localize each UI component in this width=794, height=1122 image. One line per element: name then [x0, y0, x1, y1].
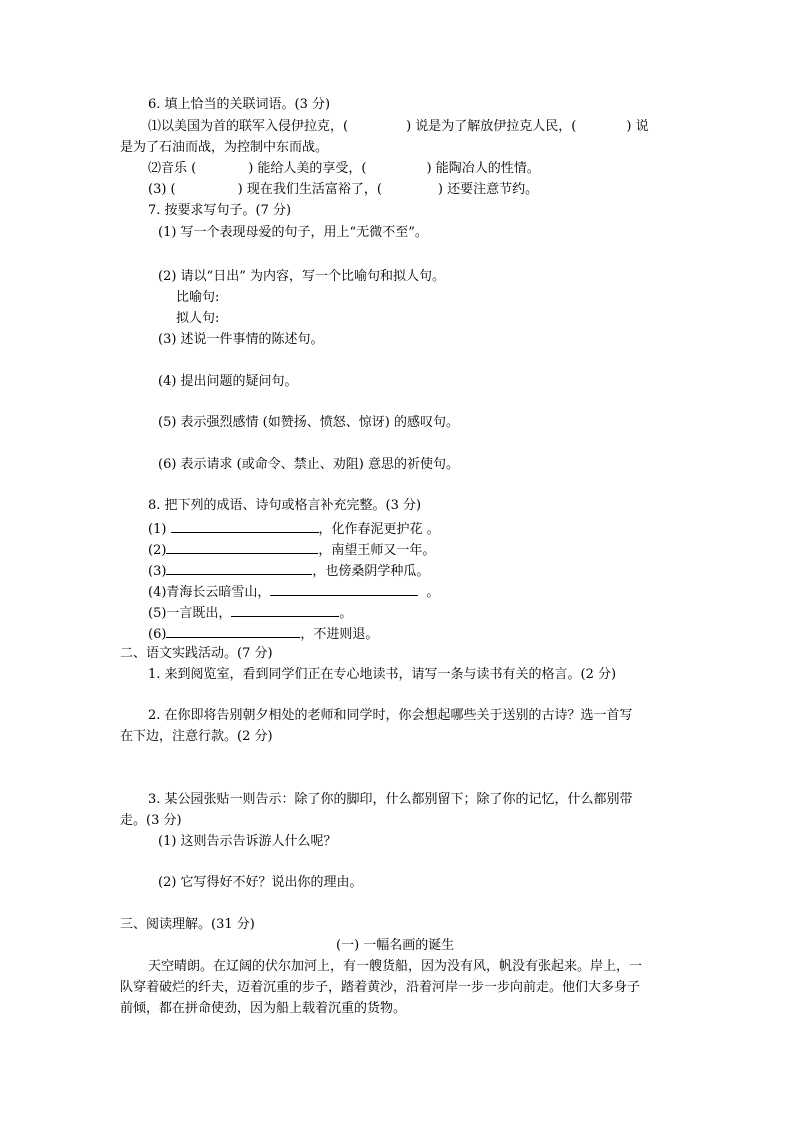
q8-item-3-prefix: (3) — [148, 564, 167, 579]
section-2-q3-sub-1: (1) 这则告示告诉游人什么呢？ — [158, 834, 337, 849]
q7-sub-2-personification: 拟人句: — [176, 311, 220, 326]
q8-item-1 — [148, 519, 440, 539]
q8-item-1-blank[interactable] — [171, 519, 319, 533]
q8-item-4 — [148, 582, 439, 602]
passage-line-3: 前倾，都在拼命使劲，因为船上载着沉重的货物。 — [120, 1001, 407, 1016]
section-2-q3-cont: 走。(3 分) — [120, 813, 182, 828]
q7-sub-4: (4) 提出问题的疑问句。 — [158, 374, 298, 389]
section-2-q2: 2. 在你即将告别朝夕相处的老师和同学时，你会想起哪些关于送别的古诗？选一首写 — [148, 708, 633, 723]
q8-item-2 — [148, 540, 435, 560]
q8-title: 8. 把下列的成语、诗句或格言补充完整。(3 分) — [148, 498, 422, 513]
q7-sub-2-simile: 比喻句: — [176, 290, 220, 305]
q7-sub-6: (6) 表示请求 (或命令、禁止、劝阻) 意思的祈使句。 — [158, 457, 459, 472]
q8-item-2-blank[interactable] — [166, 540, 318, 554]
q6-item-1-cont: 是为了石油而战，为控制中东而战。 — [120, 140, 329, 155]
q8-item-2-prefix: (2) — [148, 543, 167, 558]
q7-sub-5: (5) 表示强烈感情 (如赞扬、愤怒、惊讶) 的感叹句。 — [158, 415, 459, 430]
q6-item-3-part-a: (3) ( — [148, 182, 176, 197]
q6-item-2 — [148, 160, 540, 178]
section-2-q3: 3. 某公园张贴一则告示：除了你的脚印，什么都别留下；除了你的记忆，什么都别带 — [148, 792, 633, 807]
section-2-q2-cont: 在下边，注意行款。(2 分) — [120, 729, 273, 744]
section-2-q1: 1. 来到阅览室，看到同学们正在专心地读书，请写一条与读书有关的格言。(2 分) — [148, 667, 617, 682]
q7-sub-3: (3) 述说一件事情的陈述句。 — [158, 332, 324, 347]
q6-item-2-part-b: ) 能给人美的享受，( — [248, 161, 367, 176]
q8-item-6-suffix: ，不进则退。 — [300, 627, 379, 642]
section-3-title: 三、阅读理解。(31 分) — [120, 917, 255, 932]
q8-item-5-suffix: 。 — [339, 606, 353, 621]
q6-item-3-part-b: ) 现在我们生活富裕了，( — [237, 182, 382, 197]
q6-item-2-part-c: ) 能陶冶人的性情。 — [426, 161, 540, 176]
q8-item-6-prefix: (6) — [148, 627, 167, 642]
q6-item-1-part-b: ) 说是为了解放伊拉克人民，( — [406, 119, 577, 134]
q6-item-2-part-a: ⑵音乐 ( — [148, 161, 197, 176]
q6-item-1-part-a: ⑴以美国为首的联军入侵伊拉克，( — [148, 119, 349, 134]
q6-item-3-part-c: ) 还要注意节约。 — [437, 182, 539, 197]
q8-item-6 — [148, 624, 378, 644]
q6-item-3 — [148, 181, 538, 199]
q7-title: 7. 按要求写句子。(7 分) — [148, 203, 292, 218]
q8-item-4-blank[interactable] — [270, 582, 418, 596]
q8-item-4-suffix: 。 — [426, 585, 440, 600]
q8-item-4-prefix: (4)青海长云暗雪山， — [148, 585, 271, 600]
q8-item-5-prefix: (5)一言既出， — [148, 606, 232, 621]
passage-line-2: 队穿着破烂的纤夫，迈着沉重的步子，踏着黄沙，沿着河岸一步一步向前走。他们大多身子 — [120, 980, 641, 995]
q6-item-1 — [148, 118, 649, 136]
passage-line-1: 天空晴朗。在辽阔的伏尔加河上，有一艘货船，因为没有风，帆没有张起来。岸上，一 — [148, 959, 643, 974]
q8-item-2-suffix: ，南望王师又一年。 — [318, 543, 436, 558]
q8-item-6-blank[interactable] — [166, 624, 300, 638]
q6-title: 6. 填上恰当的关联词语。(3 分) — [148, 97, 331, 112]
q8-item-3 — [148, 561, 429, 581]
q7-sub-2: (2) 请以“日出” 为内容，写一个比喻句和拟人句。 — [158, 269, 445, 284]
q7-sub-1: (1) 写一个表现母爱的句子，用上“无微不至”。 — [158, 225, 428, 240]
q8-item-3-blank[interactable] — [166, 561, 312, 575]
q8-item-3-suffix: ，也傍桑阴学种瓜。 — [312, 564, 430, 579]
q8-item-5 — [148, 603, 352, 623]
q8-item-5-blank[interactable] — [231, 603, 339, 617]
section-2-title: 二、语文实践活动。(7 分) — [120, 646, 273, 661]
section-2-q3-sub-2: (2) 它写得好不好？说出你的理由。 — [158, 875, 363, 890]
q8-item-1-prefix: (1) — [148, 522, 171, 537]
q6-item-1-part-c: ) 说 — [626, 119, 649, 134]
q8-item-1-suffix: ，化作春泥更护花 。 — [318, 522, 440, 537]
passage-title: (一) 一幅名画的诞生 — [336, 938, 455, 953]
